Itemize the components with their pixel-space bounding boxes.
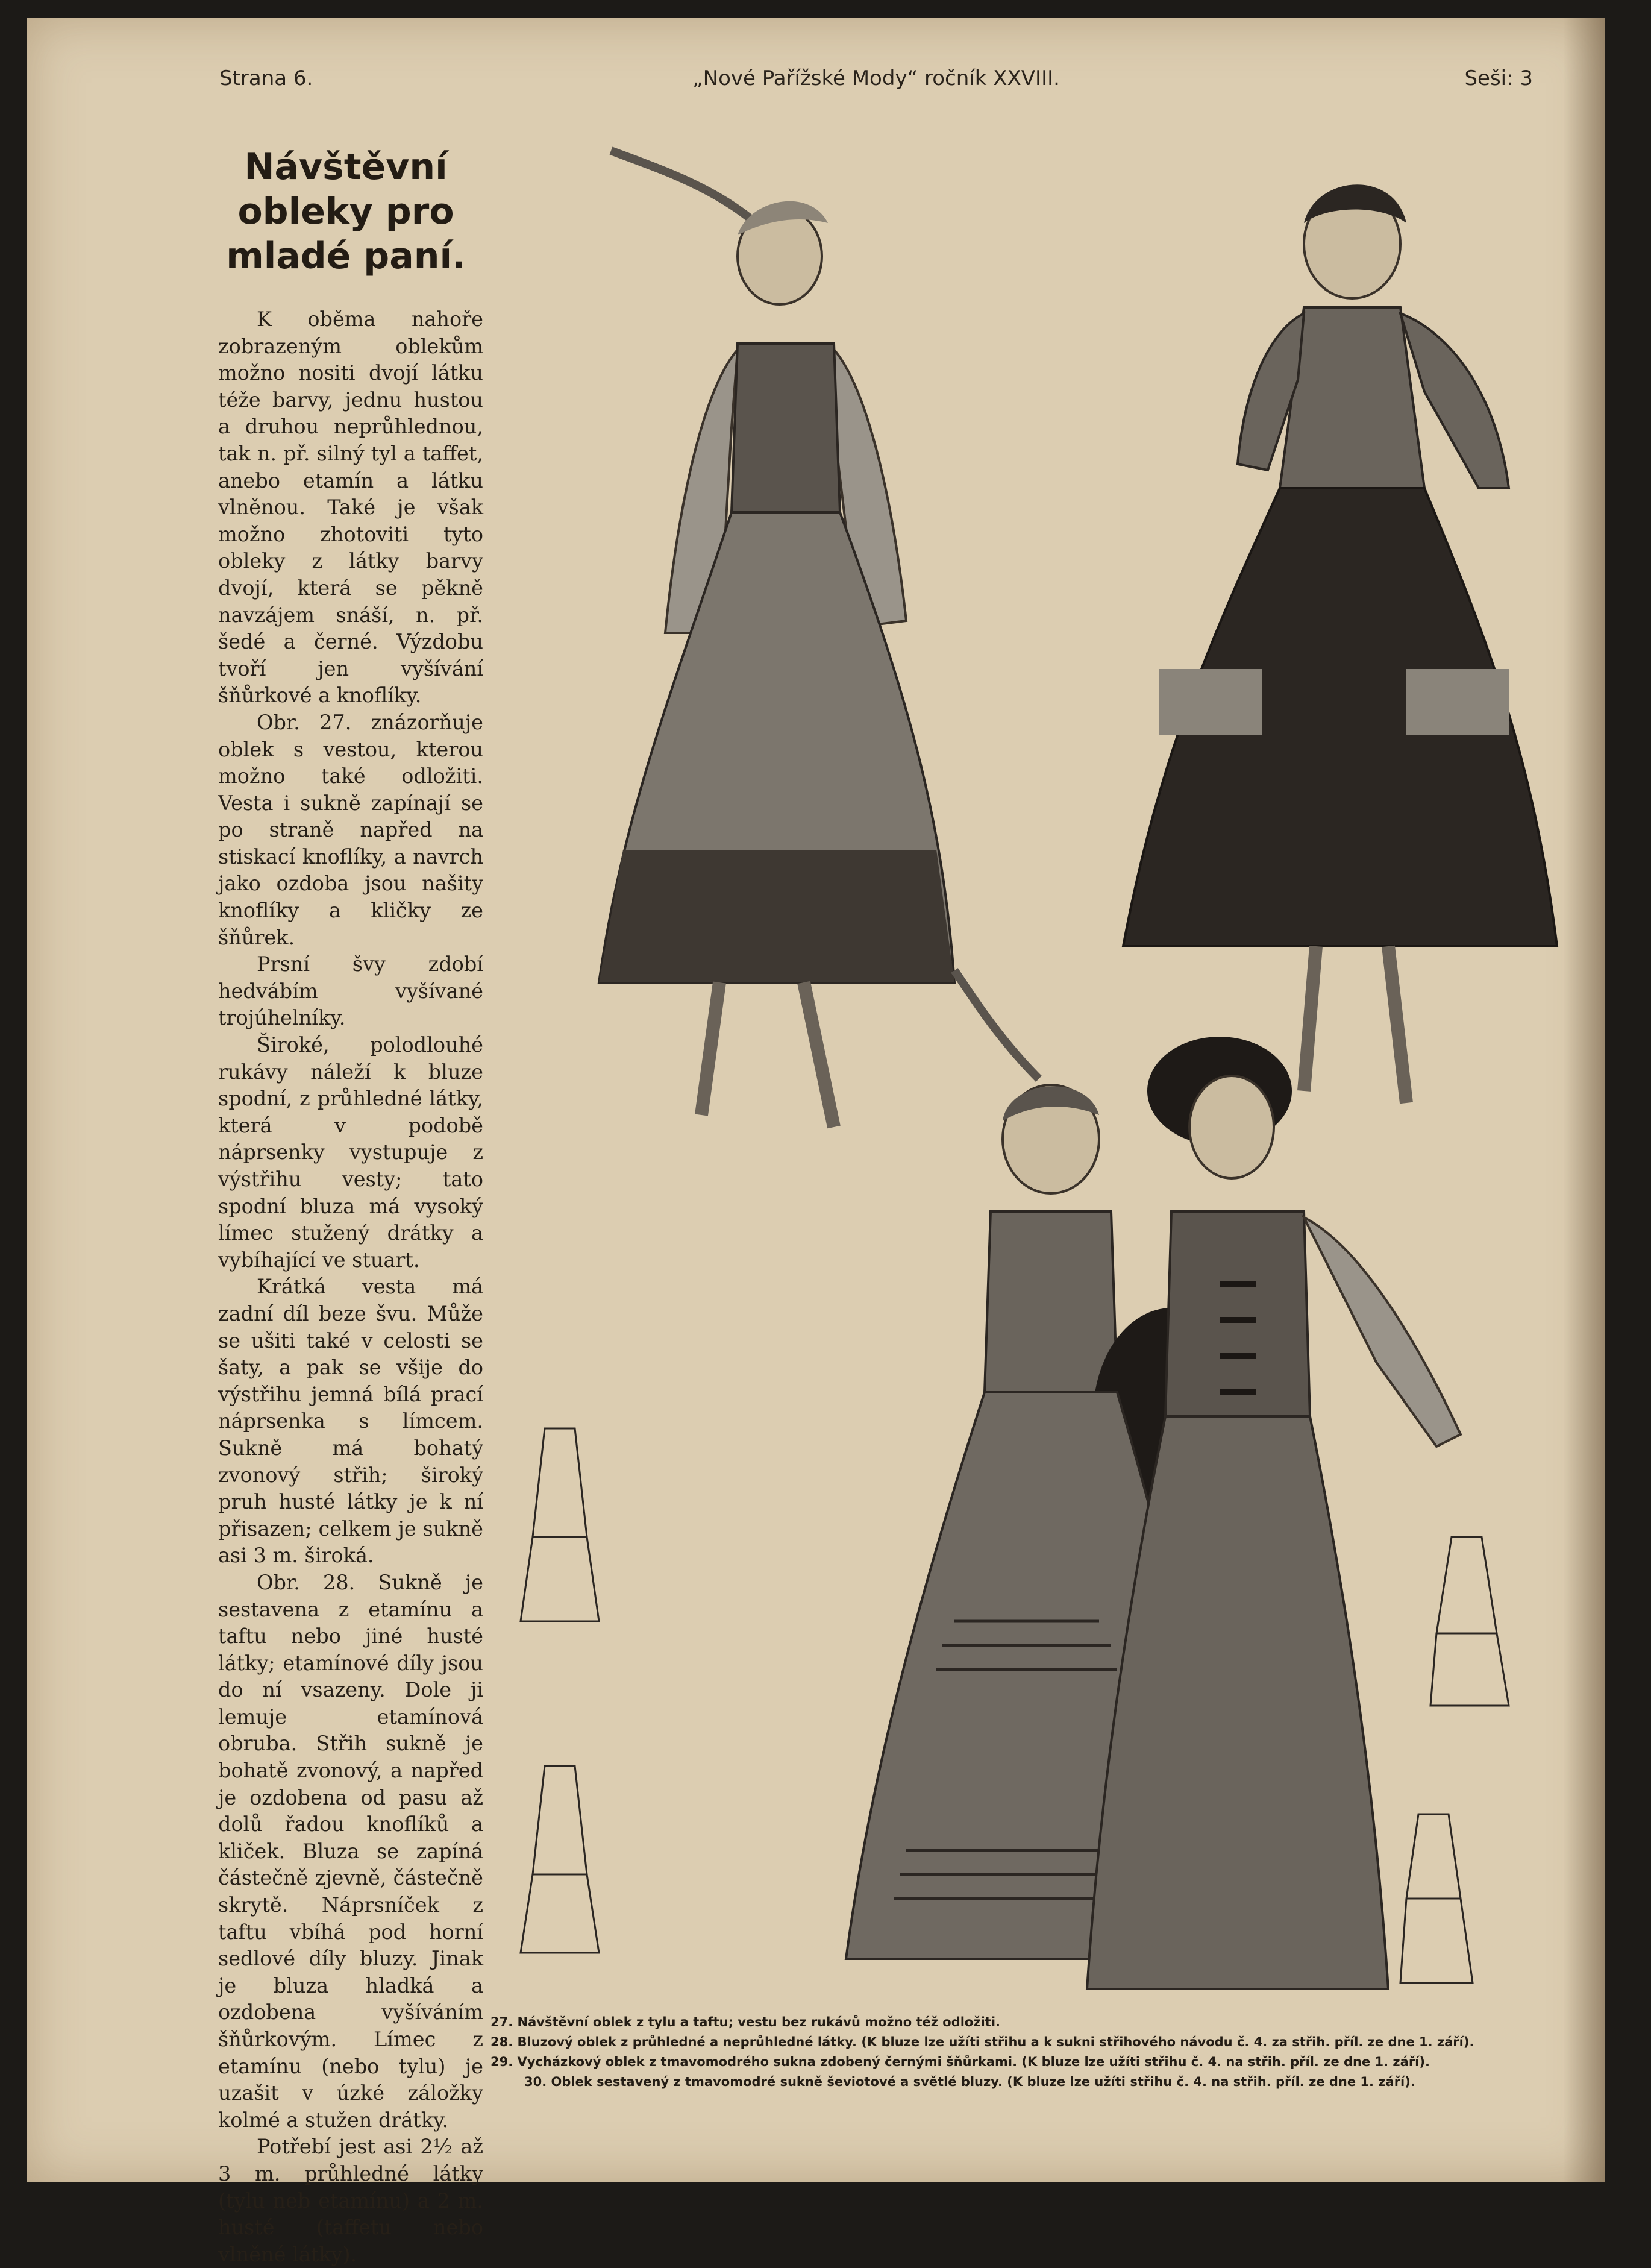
caption-27: 27. Návštěvní oblek z tylu a taftu; vestu bez rukávů možno též odložiti. (490, 2015, 1000, 2029)
paragraph: Obr. 27. znázorňuje oblek s vestou, kterou možno také odložiti. Vesta i sukně zapínají se po straně napřed na stiskací knoflíky, a navrch jako ozdoba jsou našity knoflíky a kličky ze šňůrek. (218, 710, 483, 949)
caption-28: 28. Bluzový oblek z průhledné a neprůhledné látky. (K bluze lze užíti střihu a k sukni střihového návodu č. 4. za střih. příl. ze dne 1. září). (490, 2035, 1474, 2049)
figure-captions (490, 2014, 1527, 2094)
issue-label: Seši: 3 (1464, 66, 1533, 90)
magazine-page (27, 18, 1605, 2266)
paragraph: Prsní švy zdobí hedvábím vyšívané trojúhelníky. (218, 952, 483, 1030)
fashion-plate-illustration (521, 151, 1593, 2007)
paragraph: Krátká vesta má zadní díl beze švu. Může se ušiti také v celosti se šaty, a pak se všije do výstřihu jemná bílá prací náprsenka s límcem. Sukně má bohatý zvonový střih; široký pruh husté látky je k ní přisazen; celkem je sukně asi 3 m. široká. (218, 1275, 483, 1568)
title-line: mladé paní. (226, 235, 466, 277)
caption-29: 29. Vycházkový oblek z tmavomodrého sukna zdobený černými šňůrkami. (K bluze lze užíti střihu č. 4. na střih. příl. ze dne 1. září). (490, 2055, 1430, 2069)
fashion-plate-svg (521, 151, 1593, 2007)
page-number: Strana 6. (219, 66, 313, 90)
figure-28-illustration (1123, 184, 1557, 1103)
article-body (218, 306, 483, 2268)
journal-title: „Nové Pařížské Mody“ ročník XXVIII. (692, 66, 1060, 90)
title-line: obleky pro (237, 190, 454, 233)
paragraph: Potřebí jest asi 2½ až 3 m. průhledné látky (tylu neb etamínu) a 2 m. husté (taffetu nebo vlněné látky). (218, 2135, 483, 2266)
paragraph: K oběma nahoře zobrazeným oblekům možno nositi dvojí látku téže barvy, jednu hustou a druhou neprůhlednou, tak n. př. silný tyl a taffet, anebo etamín a látku vlněnou. Také je však možno zhotoviti tyto obleky z látky barvy dvojí, která se pěkně navzájem snáší, n. př. šedé a černé. Výzdobu tvoří jen vyšívání šňůrkové a knoflíky. (218, 307, 483, 708)
paragraph: Obr. 28. Sukně je sestavena z etamínu a taftu nebo jiné husté látky; etamínové díly jsou do ní vsazeny. Dole ji lemuje etamínová obruba. Střih sukně je bohatě zvonový, a napřed je ozdobena od pasu až dolů řadou knoflíků a kliček. Bluza se zapíná částečně zjevně, částečně skrytě. Náprsníček z taftu vbíhá pod horní sedlové díly bluzy. Jinak je bluza hladká a ozdobena vyšíváním šňůrkovým. Límec z etamínu (nebo tylu) je uzašit v úzké záložky kolmé a stužen drátky. (218, 1570, 483, 2132)
title-line: Návštěvní (244, 146, 448, 188)
paragraph: Široké, polodlouhé rukávy náleží k bluze spodní, z průhledné látky, která v podobě náprsenky vystupuje z výstřihu vesty; tato spodní bluza má vysoký límec stužený drátky a vybíhající ve stuart. (218, 1033, 483, 1272)
article-title (207, 145, 484, 278)
caption-30: 30. Oblek sestavený z tmavomodré sukně ševiotové a světlé bluzy. (K bluze lze užíti střihu č. 4. na střih. příl. ze dne 1. září). (524, 2075, 1415, 2089)
figure-27-illustration (599, 151, 954, 1127)
